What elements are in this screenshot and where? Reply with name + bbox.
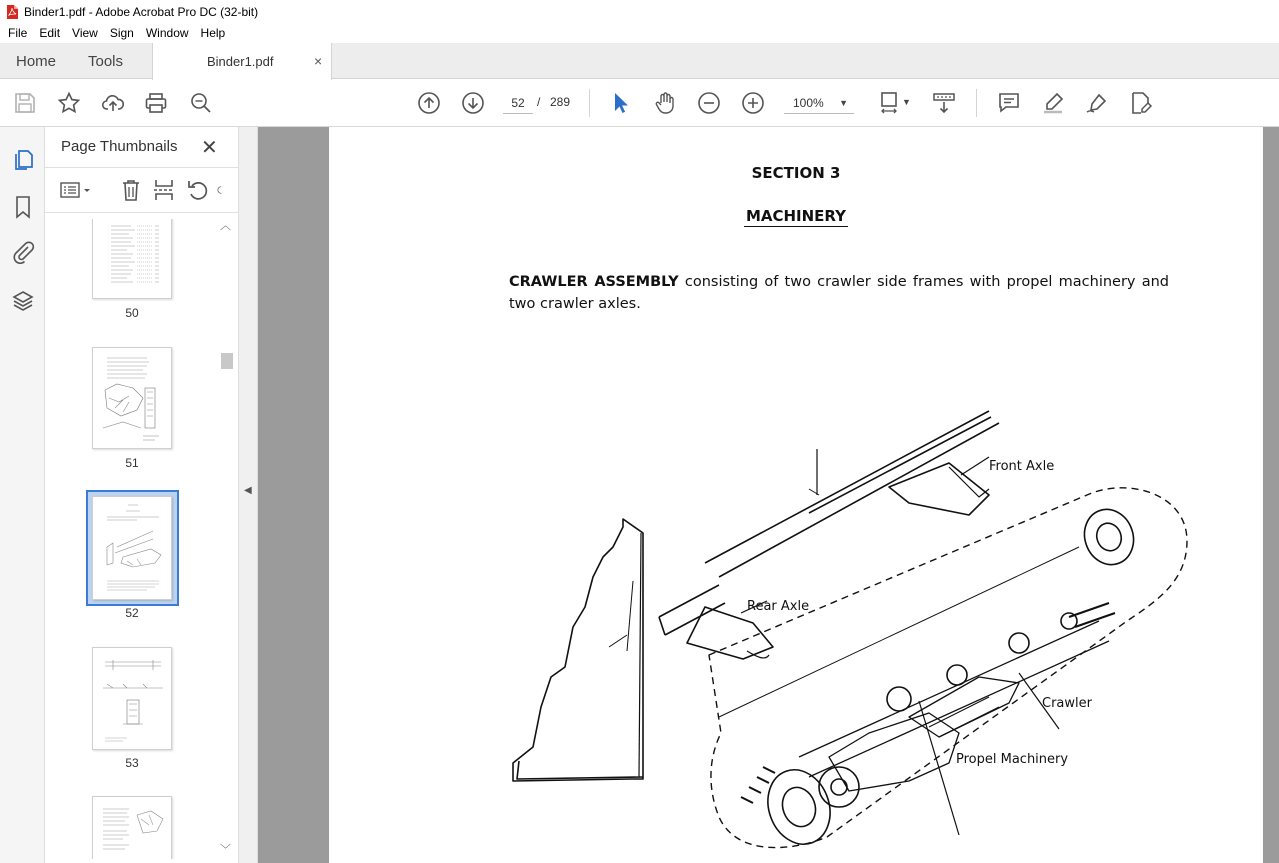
page-separator: / <box>537 95 541 109</box>
thumbnail-page-selected[interactable] <box>92 496 172 600</box>
menu-bar <box>0 23 1279 43</box>
toolbar-divider <box>976 89 977 117</box>
upload-cloud-icon[interactable] <box>100 90 126 116</box>
tab-bar <box>0 43 1279 79</box>
rotate-icon[interactable] <box>186 178 210 202</box>
comment-icon[interactable] <box>996 90 1022 116</box>
page-thumbnails-icon[interactable] <box>10 147 36 173</box>
paragraph-body: consisting of two crawler side frames with propel machinery and two crawler axles. <box>509 274 1170 312</box>
scroll-up-icon[interactable]: ︿ <box>220 220 231 232</box>
scroll-mode-icon[interactable] <box>931 90 957 116</box>
collapse-panel-icon[interactable]: ◀ <box>244 485 252 496</box>
window-title: Binder1.pdf - Adobe Acrobat Pro DC (32-bit) <box>24 4 259 19</box>
chevron-down-icon: ▼ <box>839 98 848 108</box>
page-number-input[interactable]: 52 <box>503 92 533 114</box>
menu-sign[interactable]: Sign <box>109 26 134 40</box>
select-cursor-icon[interactable] <box>607 90 633 116</box>
rotate-clockwise-icon[interactable] <box>217 178 227 202</box>
thumbnail-label: 52 <box>125 606 139 620</box>
thumbnail-page[interactable] <box>92 347 172 449</box>
options-menu-icon[interactable] <box>59 178 95 202</box>
close-panel-button[interactable]: ✕ <box>201 137 218 159</box>
attachment-paperclip-icon[interactable] <box>10 239 36 265</box>
page-total: 289 <box>550 95 571 109</box>
thumbnail-label: 53 <box>125 756 139 770</box>
print-icon[interactable] <box>143 90 169 116</box>
tab-tools[interactable]: Tools <box>88 53 124 70</box>
paragraph-lead: CRAWLER ASSEMBLY <box>509 274 679 290</box>
next-page-icon[interactable] <box>460 90 486 116</box>
edit-document-icon[interactable] <box>1128 90 1154 116</box>
label-crawler: Crawler <box>1042 696 1092 711</box>
panel-title: Page Thumbnails <box>61 138 178 155</box>
tab-home[interactable]: Home <box>16 53 57 70</box>
highlight-pen-icon[interactable] <box>1040 90 1066 116</box>
thumbnail-scrollbar[interactable] <box>216 219 234 859</box>
thumbnail-page[interactable] <box>92 647 172 750</box>
zoom-level-value: 100% <box>793 96 824 110</box>
zoom-search-icon[interactable] <box>188 90 214 116</box>
zoom-out-icon[interactable] <box>696 90 722 116</box>
insert-pages-icon[interactable] <box>152 178 176 202</box>
crawler-assembly-diagram <box>509 377 1189 857</box>
fit-page-icon[interactable] <box>878 90 904 116</box>
zoom-level-select[interactable] <box>784 92 854 114</box>
sign-pen-icon[interactable] <box>1084 90 1110 116</box>
hand-pan-icon[interactable] <box>652 90 678 116</box>
scroll-down-icon[interactable]: ﹀ <box>220 844 231 856</box>
save-icon[interactable] <box>12 90 38 116</box>
delete-trash-icon[interactable] <box>119 178 143 202</box>
menu-view[interactable]: View <box>72 26 98 40</box>
section-subtitle-text: MACHINERY <box>745 207 847 225</box>
menu-window[interactable]: Window <box>145 26 189 40</box>
menu-help[interactable]: Help <box>200 26 226 40</box>
section-title: SECTION 3 <box>751 164 841 182</box>
navigation-rail <box>0 127 45 863</box>
section-paragraph <box>509 271 1169 315</box>
panel-collapse-strip[interactable] <box>239 127 258 863</box>
zoom-in-icon[interactable] <box>740 90 766 116</box>
bookmark-icon[interactable] <box>10 194 36 220</box>
thumbnail-label: 50 <box>125 306 139 320</box>
scroll-track[interactable] <box>220 237 230 841</box>
pdf-page <box>329 127 1263 863</box>
document-viewer[interactable] <box>258 127 1279 863</box>
tab-document[interactable] <box>152 43 332 80</box>
section-subtitle <box>329 207 1263 225</box>
thumbnail-page[interactable] <box>92 796 172 859</box>
label-rear-axle: Rear Axle <box>747 599 810 614</box>
page-thumbnails-panel <box>45 127 239 863</box>
thumbnail-list <box>45 219 215 859</box>
scroll-thumb[interactable] <box>221 353 233 369</box>
thumbnail-page[interactable] <box>92 219 172 299</box>
title-bar <box>0 0 1279 23</box>
fit-page-chevron-icon[interactable]: ▼ <box>902 97 911 107</box>
label-propel-machinery: Propel Machinery <box>956 752 1069 767</box>
document-tab-label: Binder1.pdf <box>207 54 274 69</box>
star-bookmark-icon[interactable] <box>56 90 82 116</box>
acrobat-pdf-icon <box>6 5 18 19</box>
menu-edit[interactable]: Edit <box>39 26 61 40</box>
layers-icon[interactable] <box>10 288 36 314</box>
previous-page-icon[interactable] <box>416 90 442 116</box>
thumbnail-label: 51 <box>125 456 139 470</box>
thumbnail-toolbar <box>45 167 239 213</box>
close-tab-button[interactable]: × <box>314 53 323 69</box>
menu-file[interactable]: File <box>8 26 28 40</box>
label-front-axle: Front Axle <box>989 459 1055 474</box>
viewer-scrollbar[interactable] <box>1263 127 1279 863</box>
main-toolbar <box>0 80 1279 127</box>
toolbar-divider <box>589 89 590 117</box>
